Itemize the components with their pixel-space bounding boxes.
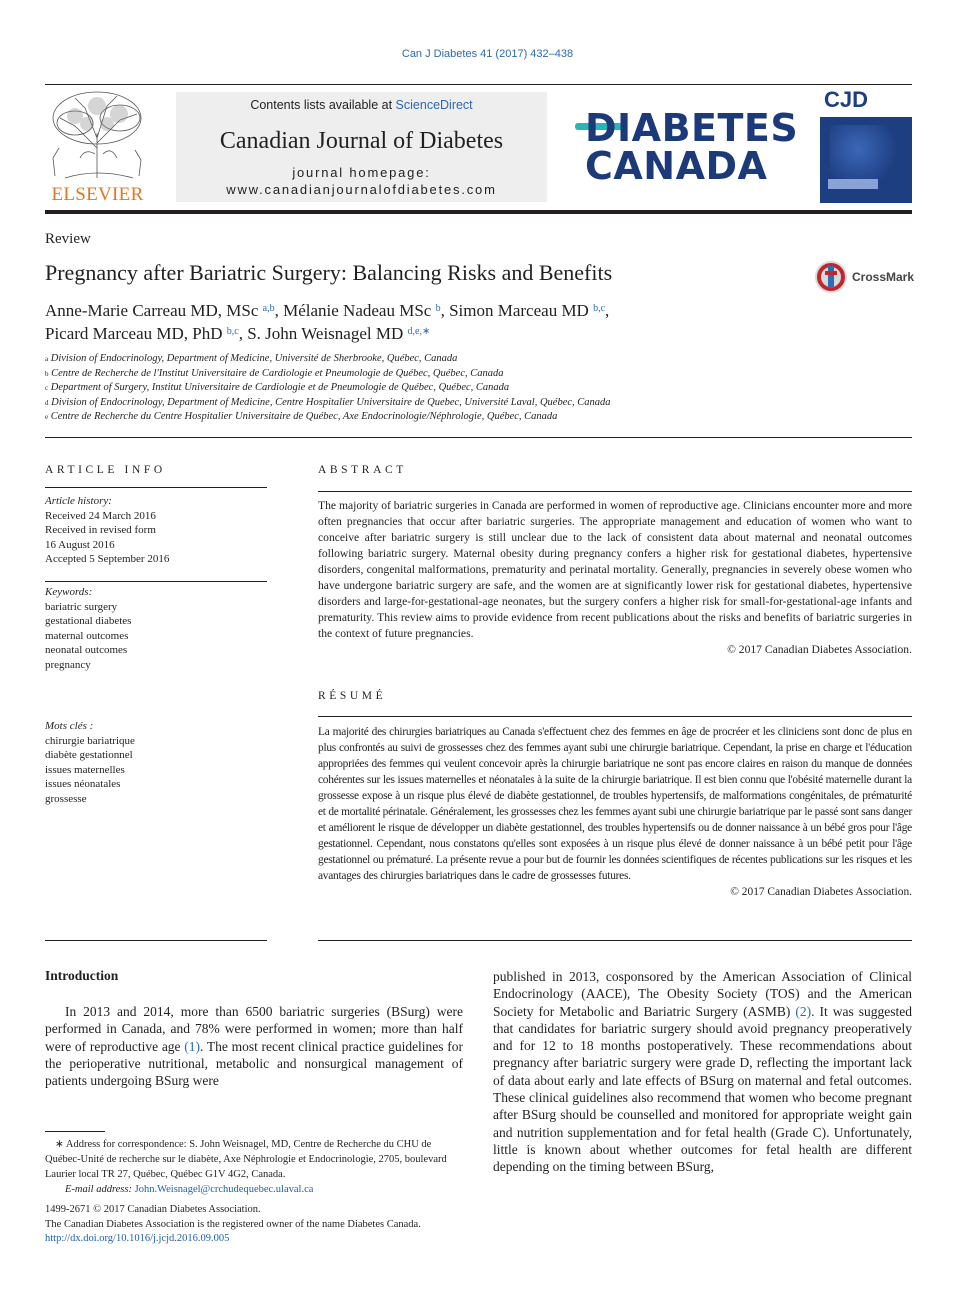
history-item: Received 24 March 2016 (45, 509, 156, 522)
keyword-item: neonatal outcomes (45, 644, 128, 656)
affiliation-item (45, 367, 915, 382)
email-link[interactable]: John.Weisnagel@crchudequebec.ulaval.ca (134, 1184, 314, 1195)
intro-left-paragraph (45, 1003, 463, 1089)
cover-band (828, 179, 878, 189)
reference-link-2[interactable]: (2) (795, 1003, 812, 1019)
brand-line-2: CANADA (585, 144, 768, 188)
author-name[interactable]: S. John Weisnagel MD (247, 324, 408, 343)
author-affiliation-marker[interactable]: a,b (262, 303, 275, 314)
mot-cle-item: issues maternelles (45, 763, 125, 776)
abstract-text: The majority of bariatric surgeries in Canada are performed in women of reproductive age. Clinicians encounter more and more often pregnancies that occur after bariatric surgeries. The appropriate management and education of women who want to conceive after bariatric surgery is still unclear due to the lack of consistent data about maternal and neonatal outcomes following bariatric surgery. Maternal obesity during pregnancy confers a higher risk for gestational diabetes, hypertensive disorders, congenital malformations, prematurity and perinatal mortality. Generally, pregnancies in severely obese women who have undergone bariatric surgery are safe, and the women are at significantly lower risk for gestational diabetes, hypertensive disorders and large-for-gestational-age neonates, but the surgery confers a higher risk for small-for-gestational-age infants and prematurity. This review aims to provide evidence from recent publications about the risks and benefits of bariatric surgeries in the context of future pregnancies. (318, 499, 912, 640)
keyword-item: maternal outcomes (45, 629, 129, 642)
header-top-rule (45, 84, 912, 85)
author-separator: , (440, 301, 450, 320)
mot-cle-item: diabète gestationnel (45, 749, 133, 761)
mot-cle-item: issues néonatales (45, 778, 121, 790)
abstract-rule (318, 491, 912, 492)
crossmark-badge[interactable] (814, 260, 914, 294)
crossmark-icon (814, 260, 848, 294)
affiliation-text: Centre de Recherche du Centre Hospitalier Universitaire de Québec, Axe Endocrinologie/Néphrologie, Québec, Canada (48, 411, 558, 422)
history-item: Accepted 5 September 2016 (45, 553, 170, 565)
history-item: 16 August 2016 (45, 538, 115, 551)
author-separator: , (274, 301, 284, 320)
footnote-mark: ∗ (55, 1139, 64, 1150)
resume-body (318, 724, 912, 900)
homepage-label: journal homepage: (292, 165, 431, 180)
elsevier-logo (45, 88, 150, 206)
article-info-rule (45, 487, 267, 488)
abstract-heading: ABSTRACT (318, 464, 407, 476)
diabetes-canada-logo (575, 108, 797, 188)
publication-meta (45, 1203, 421, 1247)
cover-title: CJD (824, 87, 869, 112)
resume-heading: RÉSUMÉ (318, 690, 387, 702)
keyword-item: gestational diabetes (45, 615, 132, 627)
footnote-rule (45, 1131, 105, 1132)
correspondence-address (45, 1137, 465, 1182)
affiliation-text: Department of Surgery, Institut Universitaire de Cardiologie et de Pneumologie de Québec, Québec, Canada (48, 382, 510, 393)
history-list (45, 509, 267, 567)
cover-image (830, 125, 900, 185)
issn-line: 1499-2671 © 2017 Canadian Diabetes Association. (45, 1204, 261, 1215)
correspondence-email-line (45, 1182, 465, 1197)
resume-rule (318, 716, 912, 717)
history-item: Received in revised form (45, 524, 156, 536)
author-name[interactable]: Anne-Marie Carreau MD, MSc (45, 301, 263, 320)
author-name[interactable]: Picard Marceau MD, PhD (45, 324, 227, 343)
mot-cle-item: grossesse (45, 792, 87, 805)
info-bottom-rule (45, 940, 267, 941)
author-name[interactable]: Simon Marceau MD (449, 301, 594, 320)
affiliation-list (45, 352, 915, 425)
article-history (45, 494, 267, 567)
keywords-block (45, 585, 267, 672)
resume-copyright: © 2017 Canadian Diabetes Association. (730, 886, 912, 898)
intro-left-text-1: In 2013 and 2014, more than 6500 bariatric surgeries (BSurg) were performed in Canada, and 78% were performed in women; more than half were of reproductive age (45, 1004, 463, 1054)
affiliation-item (45, 396, 915, 411)
elsevier-wordmark: ELSEVIER (51, 184, 144, 205)
affiliation-key: a (45, 355, 49, 363)
affiliation-item (45, 381, 915, 396)
intro-right-text-2: . It was suggested that candidates for bariatric surgery should avoid pregnancy preoperatively and for 12 to 18 months postoperatively. These recommendations about pregnancy after bariatric surgery were grade D, reflecting the important lack of data about early and late effects of BSurg on maternal and fetal outcomes. These clinical guidelines also recommend that women who become pregnant after BSurg should be counselled and monitored for appropriate weight gain and nutrition supplementation and for fetal health (Grade C). Unfortunately, little is known about whether outcomes for fetal health are different depending on the timing between BSurg, (493, 1003, 913, 1175)
footnote-address: Address for correspondence: S. John Weisnagel, MD, Centre de Recherche du CHU de Québec-Unité de recherche sur le diabète, Axe Néphrologie et Endocrinologie, 2705, boulevard Laurier local TR 27, Québec, Québec G1V 4G2, Canada. (45, 1139, 447, 1180)
affiliation-key: c (45, 384, 49, 392)
article-title: Pregnancy after Bariatric Surgery: Balancing Risks and Benefits (45, 260, 613, 285)
author-separator: , (238, 324, 248, 343)
intro-right-paragraph (493, 968, 912, 1176)
contents-prefix: Contents lists available at (250, 98, 393, 112)
reference-link-1[interactable]: (1) (184, 1038, 201, 1054)
keywords-list (45, 600, 267, 673)
affiliation-key: e (45, 413, 49, 421)
keywords-label: Keywords: (45, 586, 93, 598)
affiliation-text: Division of Endocrinology, Department of Medicine, Université de Sherbrooke, Québec, Canada (48, 353, 458, 364)
elsevier-tree-icon (45, 88, 150, 183)
article-type: Review (45, 231, 91, 247)
keyword-item: pregnancy (45, 658, 91, 671)
article-info-heading: ARTICLE INFO (45, 464, 166, 476)
abstract-copyright: © 2017 Canadian Diabetes Association. (727, 643, 912, 656)
affiliation-rule (45, 437, 912, 438)
intro-left-text-2: . The most recent clinical practice guidelines for the perioperative nutritional, metabolic and nonsurgical management of patients undergoing BSurg were (45, 1038, 464, 1089)
author-line-1 (45, 299, 915, 322)
author-name[interactable]: Mélanie Nadeau MSc (283, 301, 436, 320)
mots-cles-label: Mots clés : (45, 720, 94, 732)
history-label: Article history: (45, 495, 112, 507)
journal-cover-thumbnail[interactable] (820, 85, 912, 203)
resume-text: La majorité des chirurgies bariatriques au Canada s'effectuent chez des femmes en âge de procréer et les cliniciens sont donc de plus en plus confrontés au suivi de grossesses chez des femmes ayant subi une chirurgie bariatrique. Cependant, la prise en charge et l'éducation appropriées des femmes qui veulent concevoir après la chirurgie bariatrique ne sont pas encore claires en raison du manque de données cohérentes sur les issues maternelles et néonatales à la suite de la chirurgie bariatrique. Il est bien connu que l'obésité maternelle durant la grossesse expose à un risque plus élevé de diabète gestationnel, de troubles hypertensifs, de malformations congénitales, de prématurité et de mortalité périnatale. Généralement, les grossesses chez les femmes ayant subi une chirurgie bariatrique par le passé sont sans danger et améliorent le risque de développer un diabète gestationnel, des troubles hypertensifs ou de donner naissance à un bébé gros pour l'âge gestationnel. Cependant, nous constatons qu'elles sont exposées à un risque plus élevé de donner naissance à un bébé petit pour l'âge gestationnel ou prématuré. La présente revue a pour but de fournir les données scientifiques de récentes publications sur les risques et les avantages des chirurgies bariatriques dans le cadre de grossesses futures. (318, 726, 912, 882)
header-bottom-rule (45, 210, 912, 214)
affiliation-key: b (45, 369, 49, 378)
intro-right-text-1: published in 2013, cosponsored by the American Association of Clinical Endocrinology (AACE), The Obesity Society (TOS) and the American Society for Metabolic and Bariatric Surgery (ASMB) (493, 969, 912, 1019)
journal-name: Canadian Journal of Diabetes (219, 128, 504, 154)
journal-header (176, 92, 547, 202)
contents-available (176, 98, 547, 112)
journal-citation[interactable]: Can J Diabetes 41 (2017) 432–438 (401, 48, 574, 60)
brand-line-1: DIABETES (585, 106, 799, 150)
sciencedirect-link[interactable]: ScienceDirect (395, 98, 473, 112)
author-separator: , (605, 301, 610, 320)
mots-cles-block (45, 719, 267, 806)
author-affiliation-marker[interactable]: d,e,∗ (407, 326, 431, 337)
author-affiliation-marker[interactable]: b,c (226, 326, 239, 337)
email-label: E-mail address: (65, 1184, 132, 1195)
owner-line: The Canadian Diabetes Association is the registered owner of the name Diabetes Canada. (45, 1218, 421, 1230)
author-line-2 (45, 322, 915, 345)
affiliation-key: d (45, 398, 49, 407)
homepage-url[interactable]: www.canadianjournalofdiabetes.com (226, 182, 497, 197)
affiliation-text: Centre de Recherche de l'Institut Universitaire de Cardiologie et Pneumologie de Québec, Québec, Canada (48, 367, 504, 379)
keywords-rule (45, 581, 267, 582)
affiliation-item (45, 352, 915, 367)
doi-link[interactable]: http://dx.doi.org/10.1016/j.jcjd.2016.09.005 (45, 1233, 230, 1244)
abstract-body (318, 498, 912, 658)
crossmark-label: CrossMark (852, 270, 915, 284)
mots-cles-list (45, 734, 267, 807)
resume-bottom-rule (318, 940, 912, 941)
correspondence-footnote (45, 1137, 465, 1197)
affiliation-item (45, 410, 915, 425)
introduction-heading: Introduction (45, 968, 119, 983)
author-affiliation-marker[interactable]: b,c (593, 303, 606, 314)
author-list (45, 299, 915, 345)
mot-cle-item: chirurgie bariatrique (45, 734, 135, 747)
affiliation-text: Division of Endocrinology, Department of Medicine, Centre Hospitalier Universitaire de Quebec, Université Laval, Québec, Canada (48, 396, 611, 408)
journal-homepage (176, 164, 547, 198)
keyword-item: bariatric surgery (45, 600, 118, 613)
author-affiliation-marker[interactable]: b (435, 303, 441, 314)
